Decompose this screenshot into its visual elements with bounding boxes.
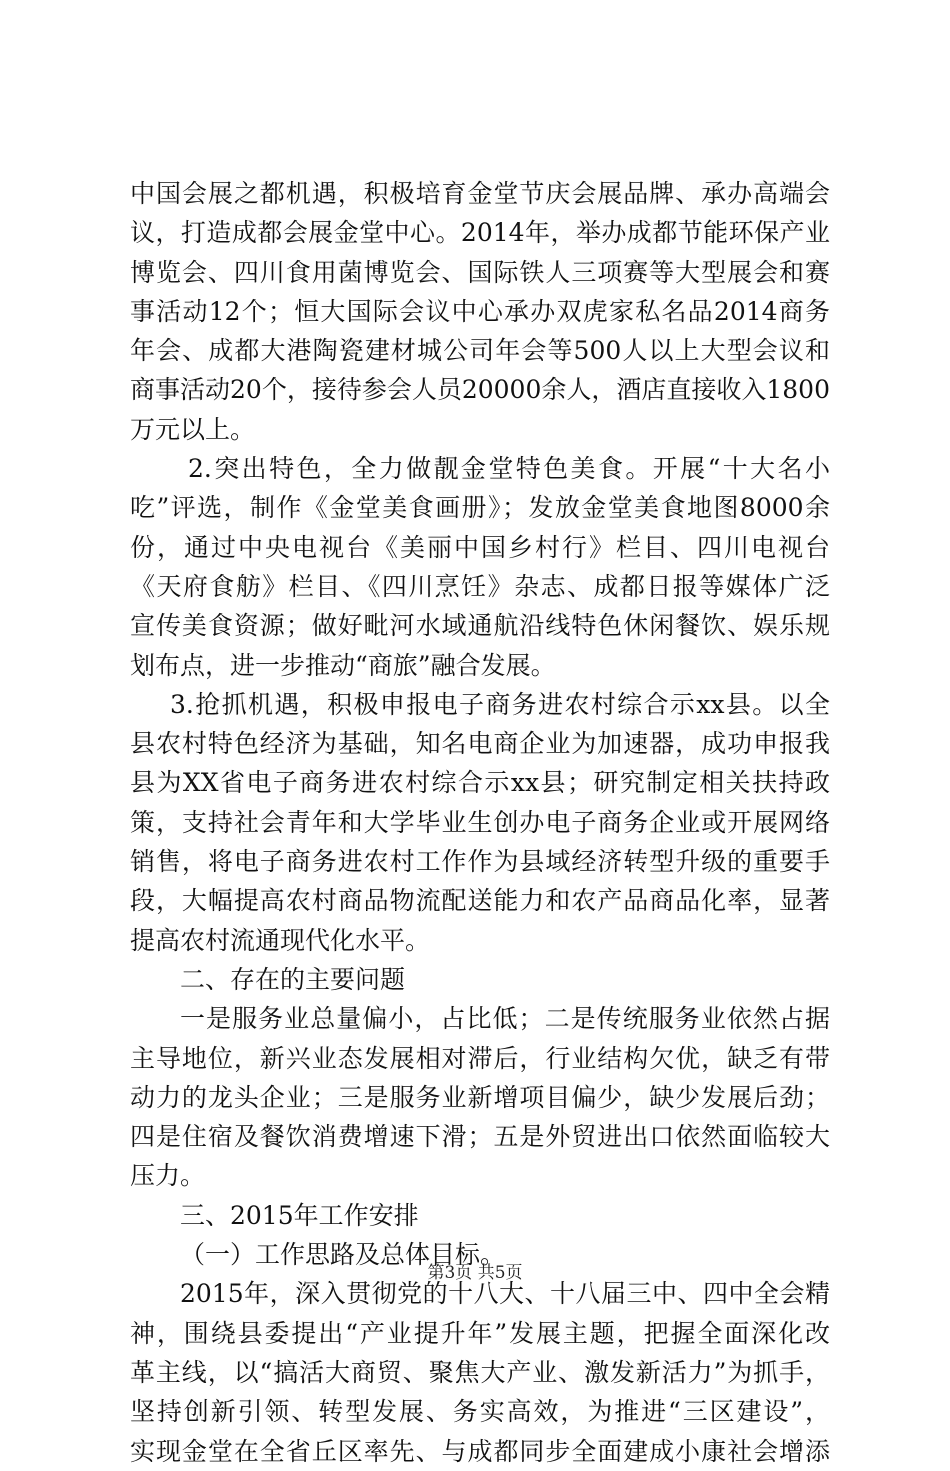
section-heading: 二、存在的主要问题 <box>180 964 406 994</box>
text-line: 神，围绕县委提出“产业提升年”发展主题，把握全面深化改 <box>130 1318 830 1348</box>
text-line: 宣传美食资源；做好毗河水域通航沿线特色休闲餐饮、娱乐规 <box>130 611 830 641</box>
text-line: 县为XX省电子商务进农村综合示xx县；研究制定相关扶持政 <box>130 768 830 798</box>
text-line: 万元以上。 <box>130 414 256 444</box>
text-line: 份，通过中央电视台《美丽中国乡村行》栏目、四川电视台 <box>130 532 830 562</box>
paragraph-start-line: 一是服务业总量偏小，占比低；二是传统服务业依然占据 <box>180 1004 830 1034</box>
text-line: 商事活动20个，接待参会人员20000余人，酒店直接收入1800 <box>130 375 830 405</box>
paragraph-start-line: 3.抢抓机遇，积极申报电子商务进农村综合示xx县。以全 <box>170 689 830 719</box>
text-line: 县农村特色经济为基础，知名电商企业为加速器，成功申报我 <box>130 729 830 759</box>
text-line: 事活动12个；恒大国际会议中心承办双虎家私名品2014商务 <box>130 296 830 326</box>
text-line: 中国会展之都机遇，积极培育金堂节庆会展品牌、承办高端会 <box>130 179 830 208</box>
text-line: 实现金堂在全省丘区率先、与成都同步全面建成小康社会增添 <box>130 1436 830 1466</box>
text-line: 议，打造成都会展金堂中心。2014年，举办成都节能环保产业 <box>130 218 830 248</box>
text-line: 四是住宿及餐饮消费增速下滑；五是外贸进出口依然面临较大 <box>130 1122 830 1152</box>
paragraph-start-line: 2.突出特色，全力做靓金堂特色美食。开展“十大名小 <box>188 454 830 484</box>
section-heading: 三、2015年工作安排 <box>180 1200 419 1230</box>
text-line: 主导地位，新兴业态发展相对滞后，行业结构欠优，缺乏有带 <box>130 1043 830 1073</box>
text-line: 博览会、四川食用菌博览会、国际铁人三项赛等大型展会和赛 <box>130 257 830 287</box>
text-line: 坚持创新引领、转型发展、务实高效，为推进“三区建设”， <box>130 1397 830 1427</box>
text-line: 提高农村流通现代化水平。 <box>130 925 431 955</box>
page-number-footer: 第3页 共5页 <box>427 1263 523 1283</box>
text-line: 革主线，以“搞活大商贸、聚焦大产业、激发新活力”为抓手， <box>130 1357 830 1387</box>
text-line: 划布点，进一步推动“商旅”融合发展。 <box>130 650 556 680</box>
text-line: 压力。 <box>130 1161 206 1191</box>
subsection-heading: （一）工作思路及总体目标。 <box>180 1240 506 1270</box>
text-line: 年会、成都大港陶瓷建材城公司年会等500人以上大型会议和 <box>130 336 830 366</box>
text-line: 《天府食舫》栏目、《四川烹饪》杂志、成都日报等媒体广泛 <box>130 571 830 601</box>
text-line: 吃”评选，制作《金堂美食画册》；发放金堂美食地图8000余 <box>130 493 830 523</box>
text-line: 策，支持社会青年和大学毕业生创办电子商务企业或开展网络 <box>130 807 830 837</box>
paragraph-start-line: 2015年，深入贯彻党的十八大、十八届三中、四中全会精 <box>180 1279 830 1309</box>
text-line: 动力的龙头企业；三是服务业新增项目偏少，缺少发展后劲； <box>130 1082 830 1112</box>
text-line: 销售，将电子商务进农村工作作为县域经济转型升级的重要手 <box>130 847 830 877</box>
text-line: 段，大幅提高农村商品物流配送能力和农产品商品化率，显著 <box>130 886 830 916</box>
